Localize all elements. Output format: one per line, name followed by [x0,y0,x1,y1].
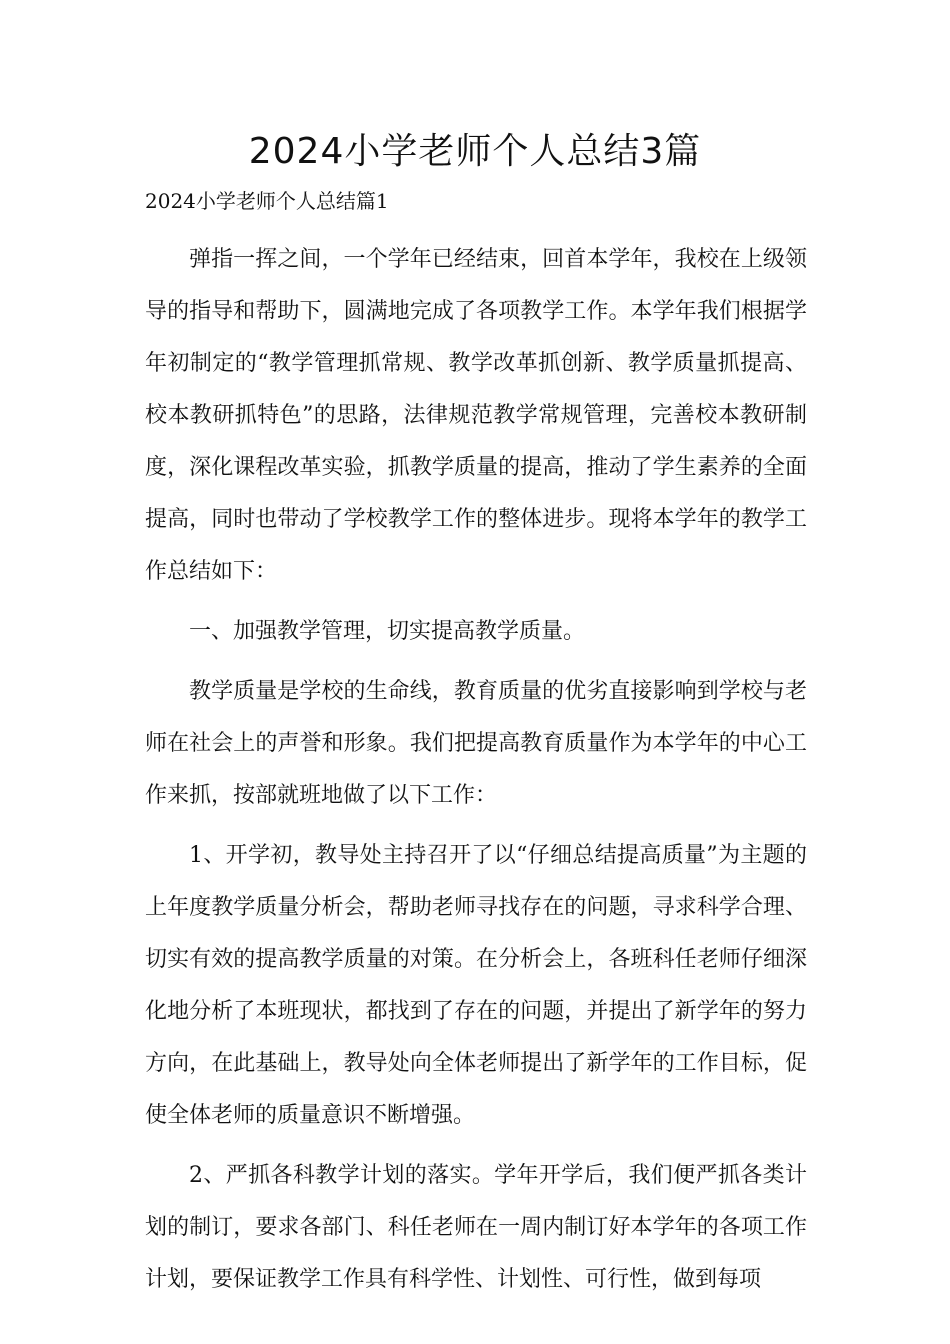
paragraph-intro: 弹指一挥之间，一个学年已经结束，回首本学年，我校在上级领导的指导和帮助下，圆满地完成了各项教学工作。本学年我们根据学年初制定的“教学管理抓常规、教学改革抓创新、教学质量抓提高、校本教研抓特色”的思路，法律规范教学常规管理，完善校本教研制度，深化课程改革实验，抓教学质量的提高，推动了学生素养的全面提高，同时也带动了学校教学工作的整体进步。现将本学年的教学工作总结如下： [145,247,807,584]
paragraph-item-1: 1、开学初，教导处主持召开了以“仔细总结提高质量”为主题的上年度教学质量分析会，帮助老师寻找存在的问题，寻求科学合理、切实有效的提高教学质量的对策。在分析会上，各班科任老师仔细深化地分析了本班现状，都找到了存在的问题，并提出了新学年的努力方向，在此基础上，教导处向全体老师提出了新学年的工作目标，促使全体老师的质量意识不断增强。 [145,843,807,1128]
paragraph-quality: 教学质量是学校的生命线，教育质量的优劣直接影响到学校与老师在社会上的声誉和形象。我们把提高教育质量作为本学年的中心工作来抓，按部就班地做了以下工作： [145,679,807,808]
section-subtitle: 2024小学老师个人总结篇1 [145,189,389,213]
document-title: 2024小学老师个人总结3篇 [248,131,702,172]
document-body [145,234,807,1314]
paragraph-item-2: 2、严抓各科教学计划的落实。学年开学后，我们便严抓各类计划的制订，要求各部门、科任老师在一周内制订好本学年的各项工作计划，要保证教学工作具有科学性、计划性、可行性，做到每项 [145,1163,807,1292]
paragraph-heading-1: 一、加强教学管理，切实提高教学质量。 [189,619,586,644]
